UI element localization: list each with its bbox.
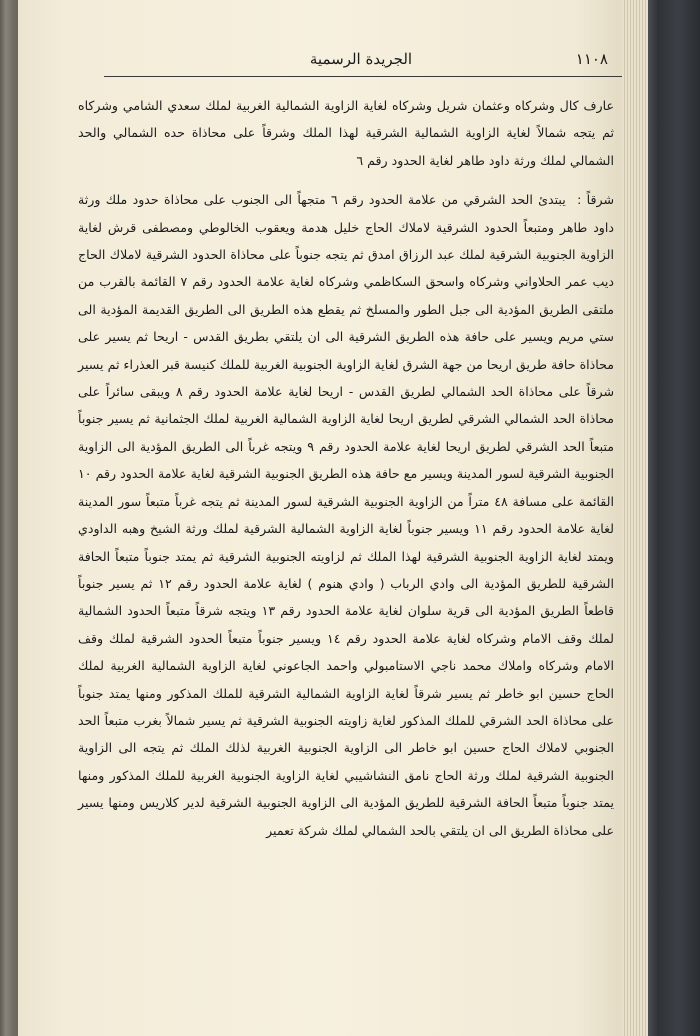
paragraph-1 <box>78 92 614 174</box>
running-title: الجريدة الرسمية <box>309 50 413 68</box>
page-header <box>96 46 626 86</box>
page-number: ١١٠٨ <box>575 50 608 68</box>
book-page <box>18 0 622 1036</box>
paragraph-2 <box>78 186 614 844</box>
paragraph-1-text: عارف كال وشركاه وعثمان شريل وشركاه لغاية الزاوية الشمالية الغربية لملك سعدي الشامي وشركاه ثم يتجه شمالاً لغاية الزاوية الشمالية الشرقية لهذا الملك وشرقاً على محاذاة حده الشمالي والحد الشمالي لملك ورثة داود طاهر لغاية الحدود رقم ٦ <box>78 98 614 168</box>
paragraph-2-lead: شرقاً : <box>577 192 614 208</box>
book-cover <box>648 0 700 1036</box>
body-text <box>78 92 614 844</box>
page-edges <box>622 0 648 1036</box>
paragraph-2-text: يبتدئ الحد الشرقي من علامة الحدود رقم ٦ متجهاً الى الجنوب على محاذاة حدود ملك ورثة داود طاهر ومتبعاً الحدود الشرقية لاملاك الحاج خليل هدمة ويعقوب الخالوطي ومصطفى قرش لغاية الزاوية الجنوبية الشرقية لملك عبد الرزاق امدق ثم يتجه جنوباً على محاذاة الحدود الشرقية لاملاك الحاج ديب عمر الحلاواني وشركاه واسحق السكاظمي وشركاه لغاية علامة الحدود رقم ٧ القائمة بالقرب من ملتقى الطريق المؤدية الى جبل الطور والمسلخ ثم يقطع هذه الطريق الى الطريق القديمة المؤدية الى ستي مريم ويسير على حافة هذه الطريق الشرقية الى ان يلتقي بطريق القدس - اريحا ثم يسير على محاذاة حافة طريق اريحا من جهة الشرق لغاية الزاوية الجنوبية الغربية للملك كنيسة قبر العذراء ثم يسير شرقاً على محاذاة الحد الشمالي لطريق القدس - اريحا لغاية علامة الحدود رقم ٨ ويبقى سائراً على محاذاة الحد الشمالي الشرقي لطريق اريحا لغاية الزاوية الشمالية الغربية لملك الجثمانية ثم يسير جنوباً متبعاً الحد الشرقي لطريق اريحا لغاية علامة الحدود رقم ٩ ويتجه غرباً الى الطريق المؤدية الى الزاوية الجنوبية الشرقية لسور المدينة ويسير مع حافة هذه الطريق الجنوبية الشرقية لغاية علامة الحدود رقم ١٠ القائمة على مسافة ٤٨ متراً من الزاوية الجنوبية الشرقية لسور المدينة ثم يتجه غرباً متبعاً سور المدينة لغاية علامة الحدود رقم ١١ ويسير جنوباً لغاية الزاوية الشمالية الشرقية لملك ورثة الشيخ وهبه الداودي ويمتد لغاية الزاوية الجنوبية الشرقية لهذا الملك ثم لزاويته الجنوبية الشرقية ثم يمتد جنوباً متبعاً الحافة الشرقية للطريق المؤدية الى وادي الرباب ( وادي هنوم ) لغاية علامة الحدود رقم ١٢ ثم يسير جنوباً قاطعاً الطريق المؤدية الى قرية سلوان لغاية علامة الحدود رقم ١٣ ويتجه شرقاً متبعاً الحدود الشمالية لملك وقف الامام وشركاه لغاية علامة الحدود رقم ١٤ ويسير جنوباً متبعاً الحدود الشرقية لملك وقف الامام وشركاه واملاك محمد ناجي الاستامبولي واحمد الجاعوني لغاية الزاوية الشمالية الغربية لملك الحاج حسين ابو خاطر ثم يسير شرقاً لغاية الزاوية الشمالية الشرقية للملك المذكور ومنها يمتد جنوباً على محاذاة الحد الشرقي للملك المذكور لغاية زاويته الجنوبية الشرقية ثم يسير شمالاً بغرب متبعاً الحد الجنوبي لاملاك الحاج حسين ابو خاطر الى الزاوية الجنوبية الغربية لذلك الملك ثم يتجه الى الزاوية الجنوبية الشرقية لملك ورثة الحاج نامق النشاشيبي لغاية الزاوية الجنوبية الغربية للملك المذكور ومنها يمتد جنوباً متبعاً الحافة الشرقية للطريق المؤدية الى الزاوية الجنوبية الشرقية لدير كلاريس ومنها يسير على محاذاة الطريق الى ان يلتقي بالحد الشمالي لملك شركة تعمير <box>78 192 614 838</box>
header-rule <box>104 76 626 77</box>
